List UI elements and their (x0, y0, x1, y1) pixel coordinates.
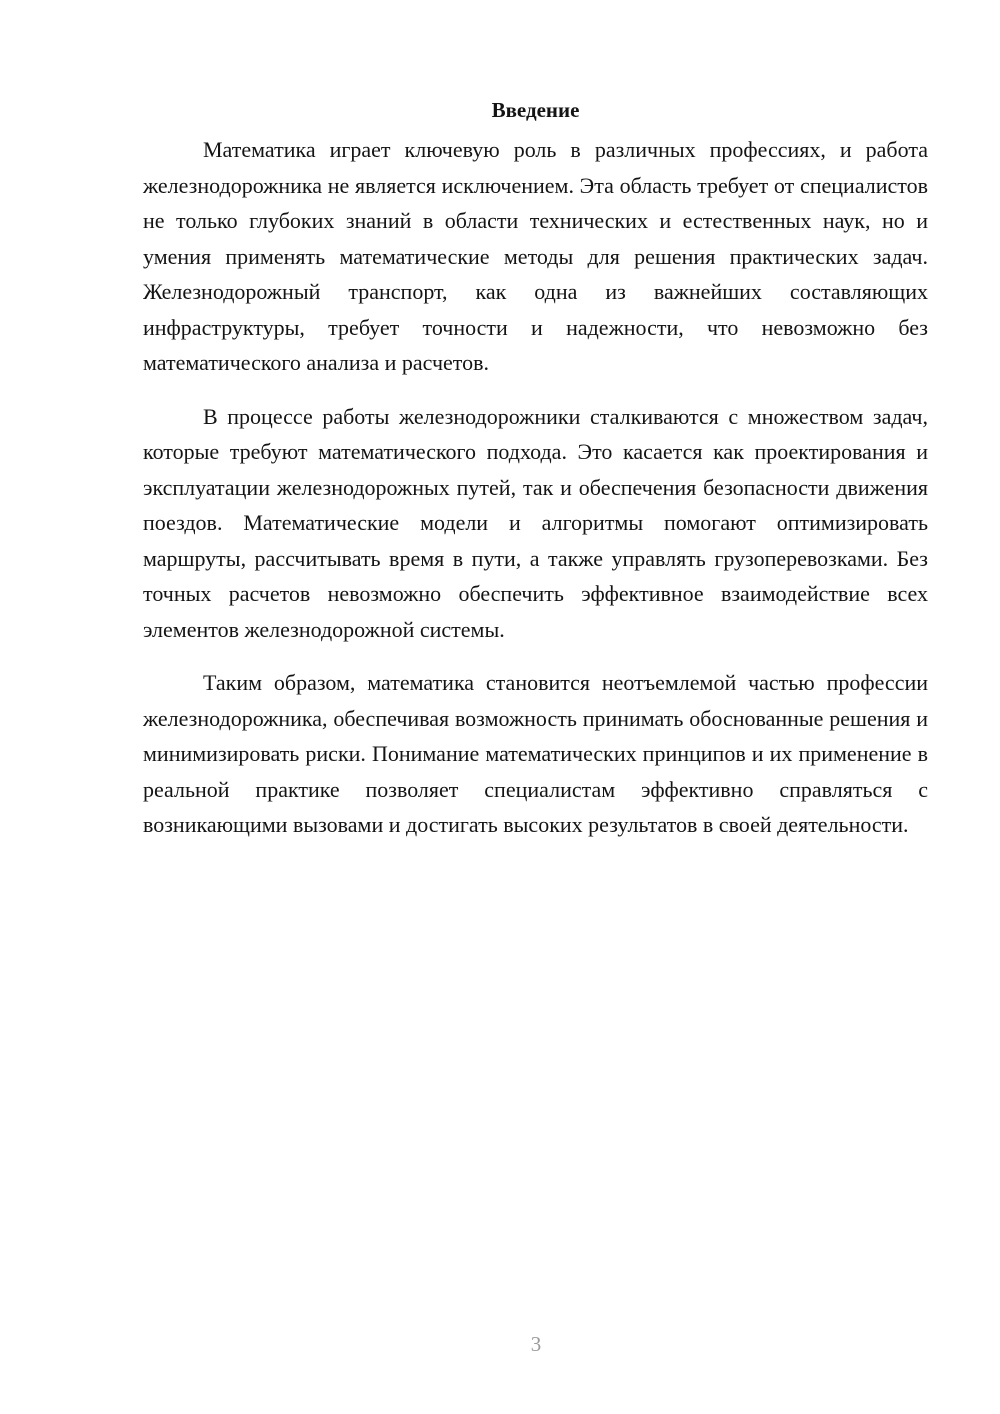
section-heading: Введение (491, 98, 580, 122)
paragraph-2: В процессе работы железнодорожники сталкиваются с множеством задач, которые требуют математического подхода. Это касается как проектирования и эксплуатации железнодорожных путей, так и обеспечения безопасности движения поездов. Математические модели и алгоритмы помогают оптимизировать маршруты, рассчитывать время в пути, а также управлять грузоперевозками. Без точных расчетов невозможно обеспечить эффективное взаимодействие всех элементов железнодорожной системы. (143, 403, 928, 642)
page-content (143, 92, 928, 861)
page-number: 3 (530, 1332, 542, 1356)
paragraph-3: Таким образом, математика становится неотъемлемой частью профессии железнодорожника, обеспечивая возможность принимать обоснованные решения и минимизировать риски. Понимание математических принципов и их применение в реальной практике позволяет специалистам эффективно справляться с возникающими вызовами и достигать высоких результатов в своей деятельности. (143, 670, 928, 837)
paragraph-1: Математика играет ключевую роль в различных профессиях, и работа железнодорожника не является исключением. Эта область требует от специалистов не только глубоких знаний в области технических и естественных наук, но и умения применять математические методы для решения практических задач. Железнодорожный транспорт, как одна из важнейших составляющих инфраструктуры, требует точности и надежности, что невозможно без математического анализа и расчетов. (143, 137, 928, 375)
